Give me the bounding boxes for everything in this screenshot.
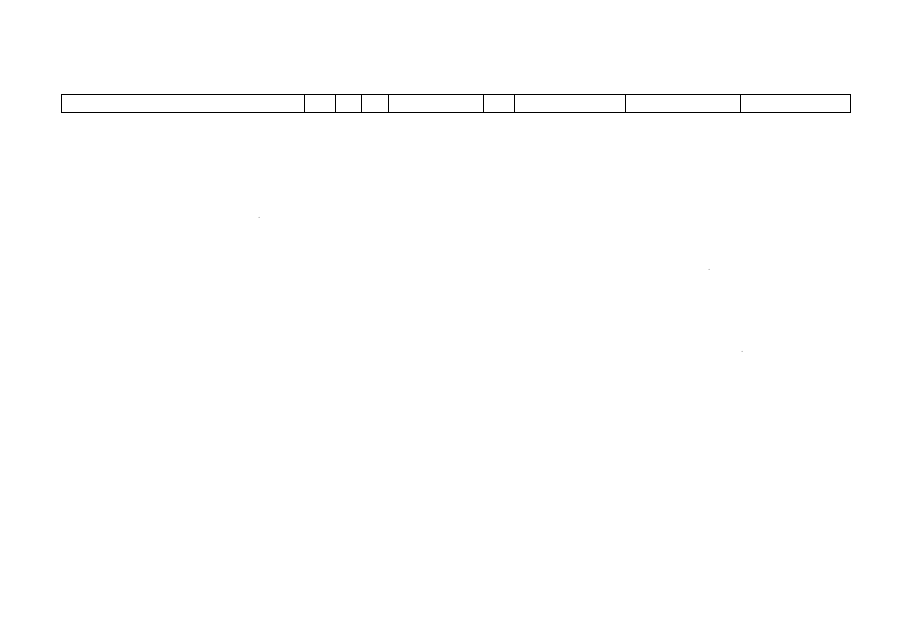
header-col-5 — [389, 95, 484, 112]
header-col-1 — [62, 95, 305, 112]
header-col-9 — [741, 95, 850, 112]
header-col-3 — [336, 95, 362, 112]
header-col-6 — [484, 95, 515, 112]
table-header — [61, 94, 851, 113]
scan-speck: . — [258, 210, 261, 220]
header-col-2 — [305, 95, 336, 112]
scan-speck: . — [708, 262, 711, 272]
header-col-4 — [362, 95, 389, 112]
header-col-7 — [515, 95, 626, 112]
scan-speck: . — [741, 344, 744, 354]
header-col-8 — [626, 95, 741, 112]
